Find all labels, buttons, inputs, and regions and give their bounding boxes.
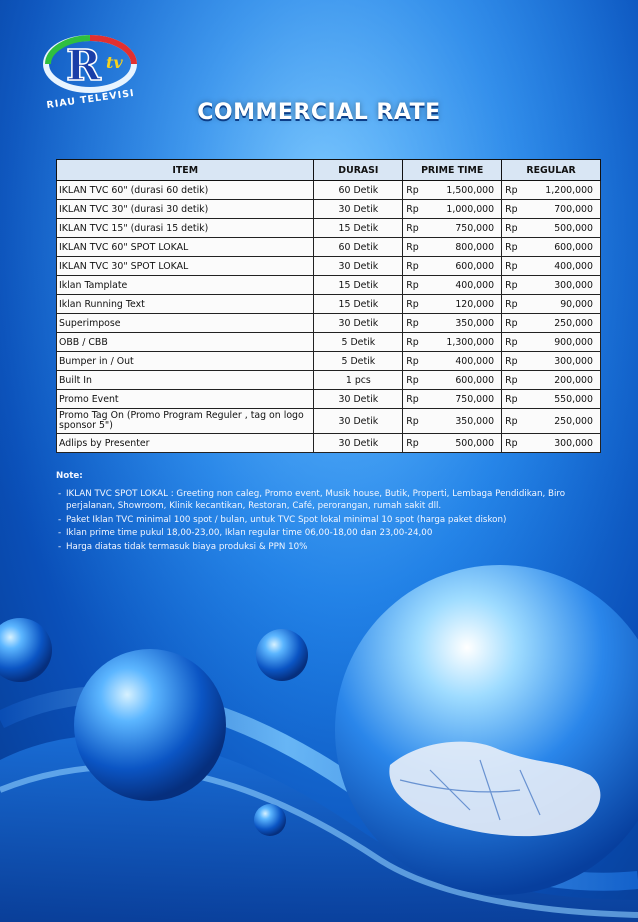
prime-amount-cell: 1,300,000 bbox=[425, 333, 502, 352]
prime-currency-cell: Rp bbox=[403, 295, 425, 314]
table-row bbox=[57, 219, 601, 238]
item-cell: IKLAN TVC 30" SPOT LOKAL bbox=[57, 257, 314, 276]
prime-amount-cell: 400,000 bbox=[425, 352, 502, 371]
table-row bbox=[57, 295, 601, 314]
note-item bbox=[56, 514, 596, 527]
regular-currency-cell: Rp bbox=[502, 371, 524, 390]
regular-amount-cell: 200,000 bbox=[524, 371, 601, 390]
prime-currency-cell: Rp bbox=[403, 352, 425, 371]
regular-currency-cell: Rp bbox=[502, 314, 524, 333]
header-durasi: DURASI bbox=[314, 160, 403, 181]
prime-amount-cell: 750,000 bbox=[425, 219, 502, 238]
prime-amount-cell: 1,500,000 bbox=[425, 181, 502, 200]
note-text: Paket Iklan TVC minimal 100 spot / bulan, untuk TVC Spot lokal minimal 10 spot (harga paket diskon) bbox=[66, 514, 507, 525]
note-item bbox=[56, 488, 596, 513]
regular-amount-cell: 700,000 bbox=[524, 200, 601, 219]
regular-currency-cell: Rp bbox=[502, 333, 524, 352]
durasi-cell: 30 Detik bbox=[314, 314, 403, 333]
regular-amount-cell: 500,000 bbox=[524, 219, 601, 238]
durasi-cell: 15 Detik bbox=[314, 276, 403, 295]
prime-amount-cell: 350,000 bbox=[425, 314, 502, 333]
notes-list bbox=[56, 488, 596, 554]
regular-amount-cell: 300,000 bbox=[524, 434, 601, 453]
item-cell: Superimpose bbox=[57, 314, 314, 333]
header-item: ITEM bbox=[57, 160, 314, 181]
regular-currency-cell: Rp bbox=[502, 238, 524, 257]
logo-letter: R bbox=[66, 41, 101, 90]
item-cell: IKLAN TVC 15" (durasi 15 detik) bbox=[57, 219, 314, 238]
note-text: Harga diatas tidak termasuk biaya produksi & PPN 10% bbox=[66, 541, 308, 552]
table-row bbox=[57, 257, 601, 276]
prime-amount-cell: 120,000 bbox=[425, 295, 502, 314]
note-bullet: - bbox=[58, 514, 62, 525]
prime-currency-cell: Rp bbox=[403, 181, 425, 200]
regular-amount-cell: 300,000 bbox=[524, 352, 601, 371]
table-row bbox=[57, 181, 601, 200]
durasi-cell: 60 Detik bbox=[314, 181, 403, 200]
table-header-row bbox=[57, 160, 601, 181]
item-cell: IKLAN TVC 30" (durasi 30 detik) bbox=[57, 200, 314, 219]
logo-text: RIAU TELEVISI bbox=[45, 87, 136, 112]
prime-amount-cell: 600,000 bbox=[425, 257, 502, 276]
prime-currency-cell: Rp bbox=[403, 314, 425, 333]
regular-currency-cell: Rp bbox=[502, 352, 524, 371]
durasi-cell: 30 Detik bbox=[314, 257, 403, 276]
table-row bbox=[57, 352, 601, 371]
table-row bbox=[57, 333, 601, 352]
regular-currency-cell: Rp bbox=[502, 390, 524, 409]
prime-currency-cell: Rp bbox=[403, 409, 425, 434]
durasi-cell: 30 Detik bbox=[314, 200, 403, 219]
rate-table bbox=[56, 159, 601, 453]
header-regular: REGULAR bbox=[502, 160, 601, 181]
table-row bbox=[57, 434, 601, 453]
regular-currency-cell: Rp bbox=[502, 219, 524, 238]
regular-currency-cell: Rp bbox=[502, 295, 524, 314]
regular-currency-cell: Rp bbox=[502, 276, 524, 295]
prime-currency-cell: Rp bbox=[403, 371, 425, 390]
durasi-cell: 60 Detik bbox=[314, 238, 403, 257]
regular-amount-cell: 300,000 bbox=[524, 276, 601, 295]
durasi-cell: 15 Detik bbox=[314, 219, 403, 238]
item-cell: Adlips by Presenter bbox=[57, 434, 314, 453]
prime-currency-cell: Rp bbox=[403, 434, 425, 453]
notes-section bbox=[56, 470, 596, 554]
item-cell: IKLAN TVC 60" SPOT LOKAL bbox=[57, 238, 314, 257]
prime-currency-cell: Rp bbox=[403, 390, 425, 409]
regular-currency-cell: Rp bbox=[502, 434, 524, 453]
regular-currency-cell: Rp bbox=[502, 257, 524, 276]
regular-amount-cell: 90,000 bbox=[524, 295, 601, 314]
regular-amount-cell: 550,000 bbox=[524, 390, 601, 409]
item-cell: Bumper in / Out bbox=[57, 352, 314, 371]
logo-suffix: tv bbox=[106, 53, 123, 72]
prime-amount-cell: 800,000 bbox=[425, 238, 502, 257]
note-item bbox=[56, 541, 596, 554]
note-bullet: - bbox=[58, 488, 62, 499]
prime-amount-cell: 600,000 bbox=[425, 371, 502, 390]
prime-currency-cell: Rp bbox=[403, 276, 425, 295]
prime-currency-cell: Rp bbox=[403, 238, 425, 257]
note-text: Iklan prime time pukul 18,00-23,00, Iklan regular time 06,00-18,00 dan 23,00-24,00 bbox=[66, 528, 433, 538]
header-prime-time: PRIME TIME bbox=[403, 160, 502, 181]
regular-amount-cell: 1,200,000 bbox=[524, 181, 601, 200]
regular-currency-cell: Rp bbox=[502, 181, 524, 200]
page-title: COMMERCIAL RATE bbox=[197, 100, 441, 125]
regular-amount-cell: 250,000 bbox=[524, 314, 601, 333]
table-row bbox=[57, 371, 601, 390]
table-row bbox=[57, 276, 601, 295]
rate-table-body bbox=[57, 181, 601, 453]
table-row bbox=[57, 409, 601, 434]
notes-label: Note: bbox=[56, 471, 83, 481]
durasi-cell: 30 Detik bbox=[314, 390, 403, 409]
prime-amount-cell: 750,000 bbox=[425, 390, 502, 409]
regular-currency-cell: Rp bbox=[502, 409, 524, 434]
durasi-cell: 1 pcs bbox=[314, 371, 403, 390]
table-row bbox=[57, 390, 601, 409]
note-item bbox=[56, 527, 596, 540]
regular-amount-cell: 900,000 bbox=[524, 333, 601, 352]
table-row bbox=[57, 200, 601, 219]
note-bullet: - bbox=[58, 541, 62, 552]
item-cell: OBB / CBB bbox=[57, 333, 314, 352]
prime-amount-cell: 400,000 bbox=[425, 276, 502, 295]
item-cell: Promo Event bbox=[57, 390, 314, 409]
regular-amount-cell: 250,000 bbox=[524, 409, 601, 434]
prime-amount-cell: 500,000 bbox=[425, 434, 502, 453]
prime-currency-cell: Rp bbox=[403, 219, 425, 238]
regular-amount-cell: 600,000 bbox=[524, 238, 601, 257]
prime-currency-cell: Rp bbox=[403, 257, 425, 276]
regular-amount-cell: 400,000 bbox=[524, 257, 601, 276]
item-cell: IKLAN TVC 60" (durasi 60 detik) bbox=[57, 181, 314, 200]
item-cell: Built In bbox=[57, 371, 314, 390]
table-row bbox=[57, 314, 601, 333]
prime-amount-cell: 1,000,000 bbox=[425, 200, 502, 219]
item-cell: Promo Tag On (Promo Program Reguler , tag on logo sponsor 5") bbox=[57, 409, 314, 434]
table-row bbox=[57, 238, 601, 257]
note-bullet: - bbox=[58, 528, 62, 538]
prime-currency-cell: Rp bbox=[403, 333, 425, 352]
durasi-cell: 15 Detik bbox=[314, 295, 403, 314]
regular-currency-cell: Rp bbox=[502, 200, 524, 219]
prime-currency-cell: Rp bbox=[403, 200, 425, 219]
durasi-cell: 5 Detik bbox=[314, 352, 403, 371]
prime-amount-cell: 350,000 bbox=[425, 409, 502, 434]
durasi-cell: 30 Detik bbox=[314, 434, 403, 453]
item-cell: Iklan Running Text bbox=[57, 295, 314, 314]
durasi-cell: 5 Detik bbox=[314, 333, 403, 352]
item-cell: Iklan Tamplate bbox=[57, 276, 314, 295]
durasi-cell: 30 Detik bbox=[314, 409, 403, 434]
note-text: IKLAN TVC SPOT LOKAL : Greeting non caleg, Promo event, Musik house, Butik, Properti, Lembaga Pendidikan, Biro perjalanan, Showroom, Klinik kecantikan, Restoran, Café, perorangan, rumah sakit dll. bbox=[66, 488, 566, 511]
